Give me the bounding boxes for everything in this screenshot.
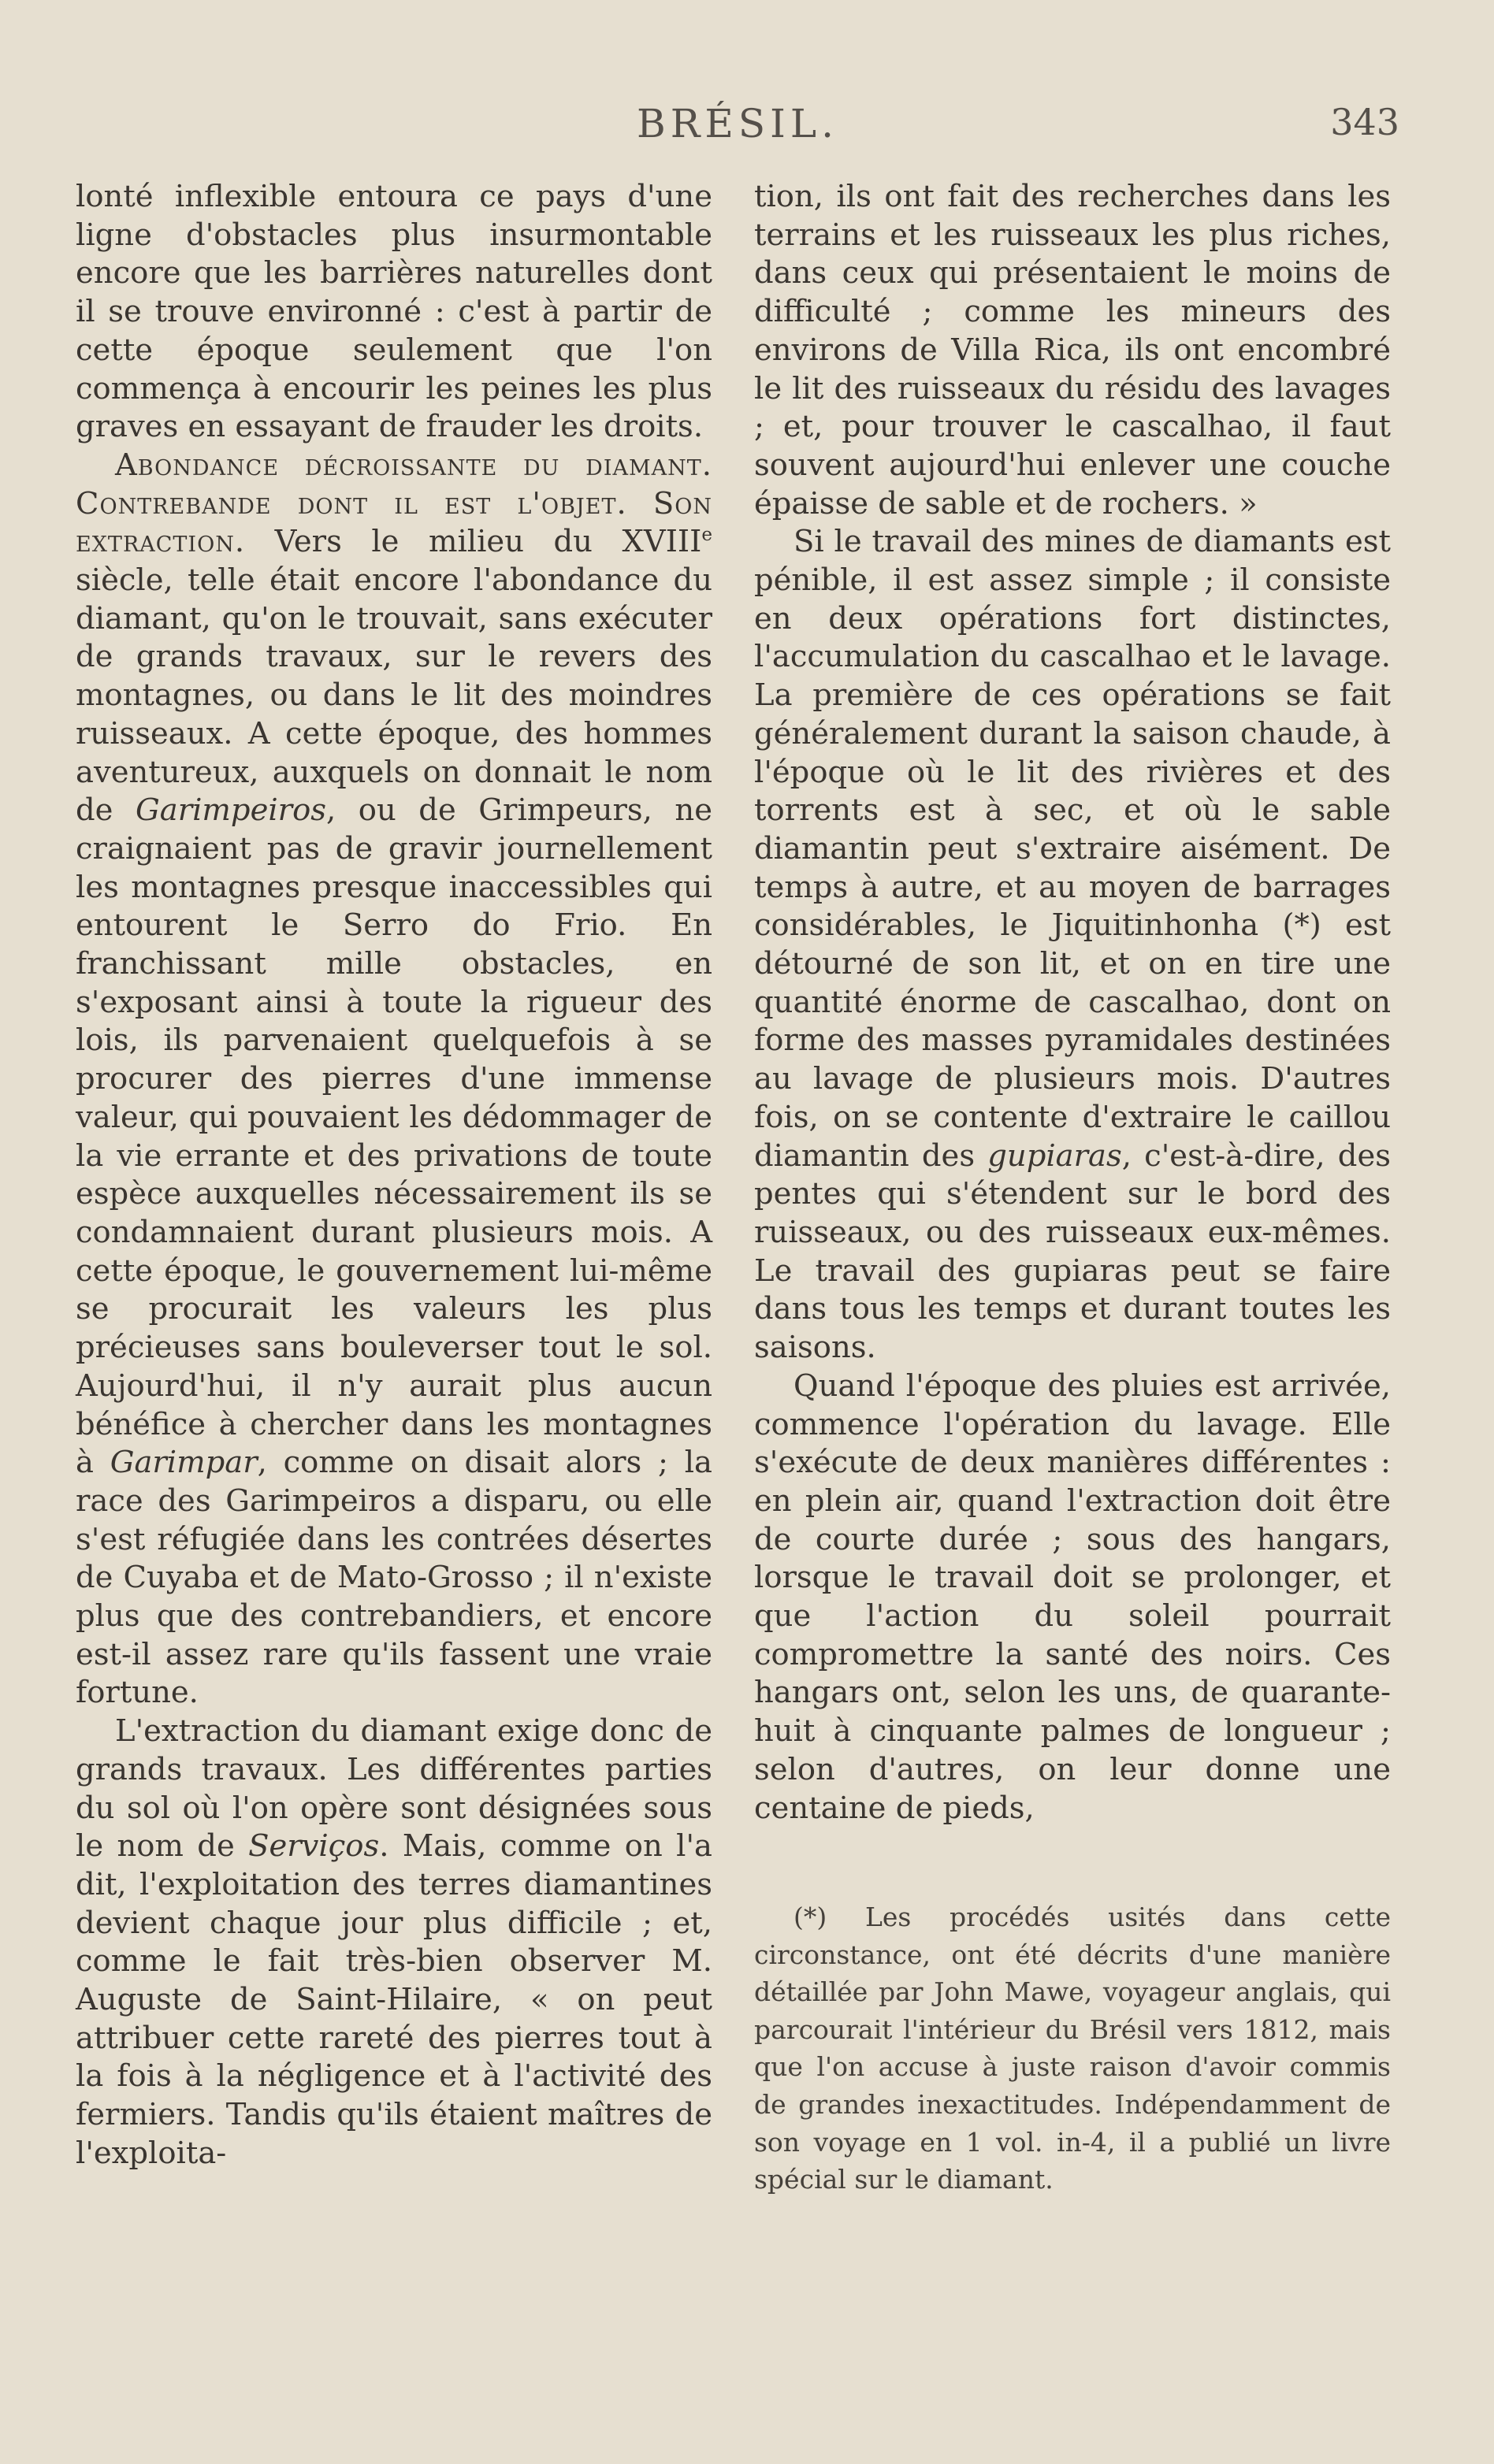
term-gupiaras: gupiaras — [987, 1137, 1122, 1174]
right-paragraph-3-text: Quand l'époque des pluies est arrivée, commence l'opération du lavage. Elle s'exécute de deux manières différentes : en plein air, quand l'extraction doit être de courte durée ; sous des hangars, lorsque le travail doit se prolonger, et que l'action du soleil pourrait compromettre la santé des noirs. Ces hangars ont, selon les uns, de quarante-huit à cinquante palmes de longueur ; selon d'autres, on leur donne une centaine de pieds, — [754, 1367, 1391, 1826]
running-title: BRÉSIL. — [637, 101, 838, 147]
left-paragraph-3-text-a: L'extraction du diamant exige donc de grands travaux. Les différentes parties du sol où l'on opère sont désignées sous le nom de — [76, 1713, 712, 1865]
left-paragraph-2-text-a: Vers le milieu du XVIII — [245, 524, 702, 560]
right-paragraph-3 — [754, 1367, 1391, 1828]
right-paragraph-2-text-a: Si le travail des mines de diamants est pénible, il est assez simple ; il consiste en deux opérations fort distinctes, l'accumulation du cascalhao et le lavage. La première de ces opérations se fait généralement durant la saison chaude, à l'époque où le lit des rivières et des torrents est à sec, et où le sable diamantin peut s'extraire aisément. De temps à autre, et au moyen de barrages considérables, le Jiquitinhonha (*) est détourné de son lit, et on en tire une quantité énorme de cascalhao, dont on forme des masses pyramidales destinées au lavage de plusieurs mois. D'autres fois, on se contente d'extraire le caillou diamantin des — [754, 524, 1391, 1174]
left-paragraph-1-text: lonté inflexible entoura ce pays d'une ligne d'obstacles plus insurmontable encore que les barrières naturelles dont il se trouve environné : c'est à partir de cette époque seulement que l'on commença à encourir les peines les plus graves en essayant de frauder les droits. — [76, 179, 712, 445]
term-servicos: Serviços — [248, 1828, 380, 1865]
footnote-text: (*) Les procédés usités dans cette circonstance, ont été décrits d'une manière détaillée par John Mawe, voyageur anglais, qui parcourait l'intérieur du Brésil vers 1812, mais que l'on accuse à juste raison d'avoir commis de grandes inexactitudes. Indépendamment de son voyage en 1 vol. in-4, il a publié un livre spécial sur le diamant. — [754, 1902, 1391, 2195]
term-garimpeiros: Garimpeiros — [135, 792, 327, 829]
left-paragraph-1 — [76, 178, 712, 447]
century-superscript: e — [701, 525, 712, 546]
right-paragraph-1-text: tion, ils ont fait des recherches dans les terrains et les ruisseaux les plus riches, dans ceux qui présentaient le moins de difficulté ; comme les mineurs des environs de Villa Rica, ils ont encombré le lit des ruisseaux du résidu des lavages ; et, pour trouver le cascalhao, il faut souvent aujourd'hui enlever une couche épaisse de sable et de rochers. » — [754, 179, 1391, 521]
page-header — [76, 101, 1399, 156]
section-heading: Abondance décroissante du diamant. Contrebande dont il est l'objet. Son extraction. — [76, 447, 712, 560]
left-paragraph-3 — [76, 1713, 712, 2173]
left-paragraph-2-text-b: siècle, telle était encore l'abondance du diamant, qu'on le trouvait, sans exécuter de grands travaux, sur le revers des montagnes, ou dans le lit des moindres ruisseaux. A cette époque, des hommes aventureux, auxquels on donnait le nom de — [76, 562, 712, 829]
left-paragraph-3-text-b: . Mais, comme on l'a dit, l'exploitation des terres diamantines devient chaque jour plus difficile ; et, comme le fait très-bien observer M. Auguste de Saint-Hilaire, « on peut attribuer cette rareté des pierres tout à la fois à la négligence et à l'activité des fermiers. Tandis qu'ils étaient maîtres de l'exploita- — [76, 1828, 712, 2171]
left-paragraph-2-text-d: , comme on disait alors ; la race des Garimpeiros a disparu, ou elle s'est réfugiée dans les contrées désertes de Cuyaba et de Mato-Grosso ; il n'existe plus que des contrebandiers, et encore est-il assez rare qu'ils fassent une vraie fortune. — [76, 1445, 712, 1711]
left-column — [76, 178, 712, 2173]
footnote — [754, 1898, 1391, 2199]
page-number: 343 — [1330, 101, 1399, 143]
right-paragraph-1 — [754, 178, 1391, 523]
left-paragraph-2 — [76, 447, 712, 1713]
left-paragraph-2-text-c: , ou de Grimpeurs, ne craignaient pas de gravir journellement les montagnes presque inaccessibles qui entourent le Serro do Frio. En franchissant mille obstacles, en s'exposant ainsi à toute la rigueur des lois, ils parvenaient quelquefois à se procurer des pierres d'une immense valeur, qui pouvaient les dédommager de la vie errante et des privations de toute espèce auxquelles nécessairement ils se condamnaient durant plusieurs mois. A cette époque, le gouvernement lui-même se procurait les valeurs les plus précieuses sans bouleverser tout le sol. Aujourd'hui, il n'y aurait plus aucun bénéfice à chercher dans les montagnes à — [76, 792, 713, 1481]
term-garimpar: Garimpar — [110, 1445, 258, 1481]
right-column — [754, 178, 1391, 1828]
right-paragraph-2-text-b: , c'est-à-dire, des pentes qui s'étendent sur le bord des ruisseaux, ou des ruisseaux eux-mêmes. Le travail des gupiaras peut se faire dans tous les temps et durant toutes les saisons. — [754, 1137, 1391, 1366]
right-paragraph-2 — [754, 523, 1391, 1367]
